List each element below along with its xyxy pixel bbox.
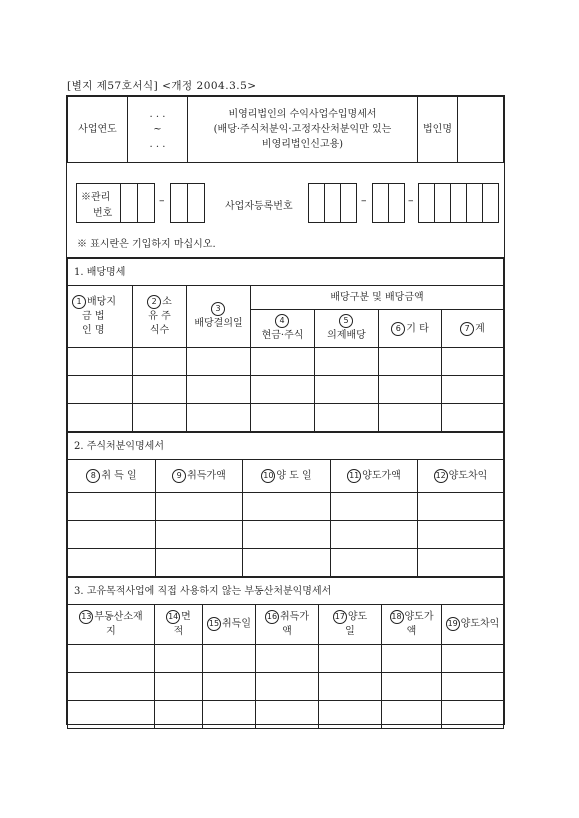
table-cell[interactable]: [251, 404, 315, 432]
circled-number: 18: [390, 610, 404, 624]
circled-number: 4: [275, 314, 289, 328]
biz-reg-cell-8[interactable]: [450, 183, 467, 223]
mgmt-label-2: 번호: [93, 208, 113, 219]
header-table: [67, 96, 504, 163]
section-2-title: 2. 주식처분익명세서: [68, 433, 504, 460]
mgmt-dash: –: [159, 194, 165, 207]
col-label: 지: [106, 625, 116, 637]
biz-reg-dash-1: –: [361, 194, 367, 207]
table-cell[interactable]: [315, 348, 379, 376]
col-group-header: 배당구분 및 배당금액: [251, 286, 504, 310]
col-label: 식수: [149, 324, 170, 336]
col-label: 부동산소재: [94, 611, 143, 623]
col-shares: [133, 286, 187, 348]
biz-reg-cell-7[interactable]: [434, 183, 451, 223]
table-cell[interactable]: [331, 521, 418, 549]
col-label: 현금·주식: [261, 329, 304, 341]
col-transfer-date: [319, 605, 382, 645]
col-label: 일: [345, 625, 355, 637]
col-label: 기 타: [406, 323, 429, 334]
mgmt-cell-4[interactable]: [187, 183, 205, 223]
table-cell[interactable]: [187, 404, 251, 432]
table-cell[interactable]: [379, 376, 442, 404]
table-cell[interactable]: [68, 701, 155, 729]
table-cell[interactable]: [68, 673, 155, 701]
table-row: [68, 493, 504, 521]
table-row: [68, 673, 504, 701]
circled-number: 17: [333, 610, 347, 624]
table-row: [68, 521, 504, 549]
table-cell[interactable]: [418, 521, 504, 549]
title-line-2: (배당·주식처분익·고정자산처분익만 있는: [213, 124, 392, 135]
col-transfer-gain: [418, 460, 504, 493]
biz-reg-cell-10[interactable]: [482, 183, 499, 223]
col-label: 양도차익: [460, 618, 500, 630]
circled-number: 15: [207, 617, 221, 631]
biz-reg-cell-4[interactable]: [372, 183, 389, 223]
col-label: 소: [162, 296, 172, 308]
table-cell[interactable]: [442, 348, 504, 376]
id-block: [67, 163, 504, 258]
circled-number: 14: [166, 610, 180, 624]
biz-reg-cell-5[interactable]: [388, 183, 405, 223]
table-row: [68, 404, 504, 432]
table-cell[interactable]: [203, 645, 256, 673]
table-cell[interactable]: [418, 493, 504, 521]
circled-number: 6: [391, 322, 405, 336]
business-year-field[interactable]: [128, 97, 188, 163]
table-cell[interactable]: [156, 493, 243, 521]
circled-number: 12: [434, 469, 448, 483]
table-row: [68, 701, 504, 729]
col-label: 양도차익: [448, 470, 488, 482]
col-label: 금 법: [82, 310, 105, 322]
table-cell[interactable]: [256, 645, 319, 673]
table-cell[interactable]: [251, 376, 315, 404]
circled-number: 16: [265, 610, 279, 624]
col-label: 배당결의일: [194, 317, 243, 329]
biz-reg-cell-1[interactable]: [308, 183, 325, 223]
year-start: . . .: [149, 109, 166, 120]
table-row: [68, 645, 504, 673]
col-acq-date: [203, 605, 256, 645]
table-cell[interactable]: [379, 348, 442, 376]
col-deemed-dividend: [315, 310, 379, 348]
table-cell[interactable]: [319, 645, 382, 673]
table-cell[interactable]: [68, 645, 155, 673]
table-cell[interactable]: [203, 701, 256, 729]
table-cell[interactable]: [133, 348, 187, 376]
col-acq-price: [256, 605, 319, 645]
table-cell[interactable]: [243, 493, 331, 521]
col-label: 배당지: [87, 296, 116, 308]
col-acq-price: [156, 460, 243, 493]
biz-reg-label: 사업자등록번호: [225, 201, 293, 212]
section-3-title: 3. 고유목적사업에 직접 사용하지 않는 부동산처분익명세서: [68, 578, 504, 605]
col-other: [379, 310, 442, 348]
col-property-location: [68, 605, 155, 645]
circled-number: 2: [147, 295, 161, 309]
table-cell[interactable]: [319, 673, 382, 701]
table-cell[interactable]: [68, 549, 156, 577]
table-cell[interactable]: [155, 701, 203, 729]
col-acq-date: [68, 460, 156, 493]
table-cell[interactable]: [243, 521, 331, 549]
col-transfer-price: [331, 460, 418, 493]
table-cell[interactable]: [68, 404, 133, 432]
circled-number: 9: [172, 469, 186, 483]
business-year-label: 사업연도: [68, 97, 128, 163]
col-label: 양도가액: [362, 470, 401, 482]
table-cell[interactable]: [203, 673, 256, 701]
corp-name-field[interactable]: [458, 97, 504, 163]
table-cell[interactable]: [382, 701, 442, 729]
col-cash-stock: [251, 310, 315, 348]
col-label: 취득가: [280, 611, 309, 623]
table-cell[interactable]: [442, 376, 504, 404]
col-label: 인 명: [82, 324, 105, 336]
table-cell[interactable]: [68, 493, 156, 521]
table-row: [68, 348, 504, 376]
col-label: 양도가: [404, 611, 434, 623]
col-label: 취득가액: [187, 470, 226, 482]
table-cell[interactable]: [243, 549, 331, 577]
table-cell[interactable]: [382, 673, 442, 701]
table-cell[interactable]: [133, 376, 187, 404]
notice-text: ※ 표시란은 기입하지 마십시오.: [77, 239, 216, 250]
col-total: [442, 310, 504, 348]
col-label: 양도: [347, 611, 368, 623]
circled-number: 3: [211, 302, 225, 316]
form-label: [별지 제57호서식] <개정 2004.3.5>: [67, 80, 257, 92]
table-cell[interactable]: [68, 376, 133, 404]
year-end: . . .: [149, 139, 166, 150]
table-cell[interactable]: [256, 701, 319, 729]
table-cell[interactable]: [442, 404, 504, 432]
real-estate-disposal-table: [67, 577, 504, 729]
col-label: 취득일: [222, 618, 251, 630]
biz-reg-cell-2[interactable]: [324, 183, 341, 223]
col-resolution-date: [187, 286, 251, 348]
col-label: 유 주: [148, 310, 171, 322]
mgmt-label-1: ※관리: [81, 192, 111, 203]
table-cell[interactable]: [315, 376, 379, 404]
table-cell[interactable]: [319, 701, 382, 729]
circled-number: 7: [460, 322, 474, 336]
col-transfer-price: [382, 605, 442, 645]
circled-number: 11: [347, 469, 361, 483]
table-cell[interactable]: [331, 549, 418, 577]
col-transfer-gain: [442, 605, 504, 645]
table-cell[interactable]: [256, 673, 319, 701]
circled-number: 13: [79, 610, 93, 624]
table-cell[interactable]: [156, 521, 243, 549]
section-1-title: 1. 배당명세: [68, 259, 504, 286]
circled-number: 19: [446, 617, 460, 631]
biz-reg-cell-3[interactable]: [340, 183, 357, 223]
circled-number: 1: [72, 295, 86, 309]
stock-disposal-table: [67, 432, 504, 577]
table-cell[interactable]: [68, 521, 156, 549]
col-label: 의제배당: [327, 329, 366, 341]
biz-reg-cell-9[interactable]: [466, 183, 483, 223]
col-label: 면: [181, 611, 191, 623]
table-cell[interactable]: [187, 348, 251, 376]
mgmt-cell-1[interactable]: [120, 183, 138, 223]
col-label: 적: [173, 625, 184, 637]
table-cell[interactable]: [156, 549, 243, 577]
col-label: 액: [282, 625, 292, 637]
col-area: [155, 605, 203, 645]
mgmt-cell-2[interactable]: [137, 183, 155, 223]
biz-reg-dash-2: –: [408, 194, 414, 207]
table-cell[interactable]: [418, 549, 504, 577]
col-label: 양 도 일: [276, 470, 312, 482]
year-tilde: ~: [153, 124, 162, 135]
circled-number: 8: [86, 469, 100, 483]
col-label: 취 득 일: [101, 470, 137, 482]
table-cell[interactable]: [251, 348, 315, 376]
form-title: [188, 97, 418, 163]
table-cell[interactable]: [331, 493, 418, 521]
biz-reg-cell-6[interactable]: [418, 183, 435, 223]
table-cell[interactable]: [382, 645, 442, 673]
table-cell[interactable]: [315, 404, 379, 432]
table-cell[interactable]: [68, 348, 133, 376]
dividend-table: [67, 258, 504, 432]
mgmt-cell-3[interactable]: [170, 183, 188, 223]
col-transfer-date: [243, 460, 331, 493]
income-statement-form: [66, 95, 505, 725]
table-cell[interactable]: [133, 404, 187, 432]
title-line-1: 비영리법인의 수익사업수입명세서: [228, 109, 377, 120]
title-line-3: 비영리법인신고용): [261, 139, 344, 150]
table-cell[interactable]: [442, 645, 504, 673]
circled-number: 5: [339, 314, 353, 328]
corp-name-label: 법인명: [418, 97, 458, 163]
table-cell[interactable]: [187, 376, 251, 404]
table-cell[interactable]: [442, 673, 504, 701]
circled-number: 10: [261, 469, 275, 483]
col-label: 계: [475, 323, 485, 334]
col-label: 액: [406, 625, 417, 637]
table-cell[interactable]: [379, 404, 442, 432]
table-cell[interactable]: [155, 645, 203, 673]
table-row: [68, 549, 504, 577]
table-cell[interactable]: [442, 701, 504, 729]
table-cell[interactable]: [155, 673, 203, 701]
col-dividend-corp: [68, 286, 133, 348]
table-row: [68, 376, 504, 404]
